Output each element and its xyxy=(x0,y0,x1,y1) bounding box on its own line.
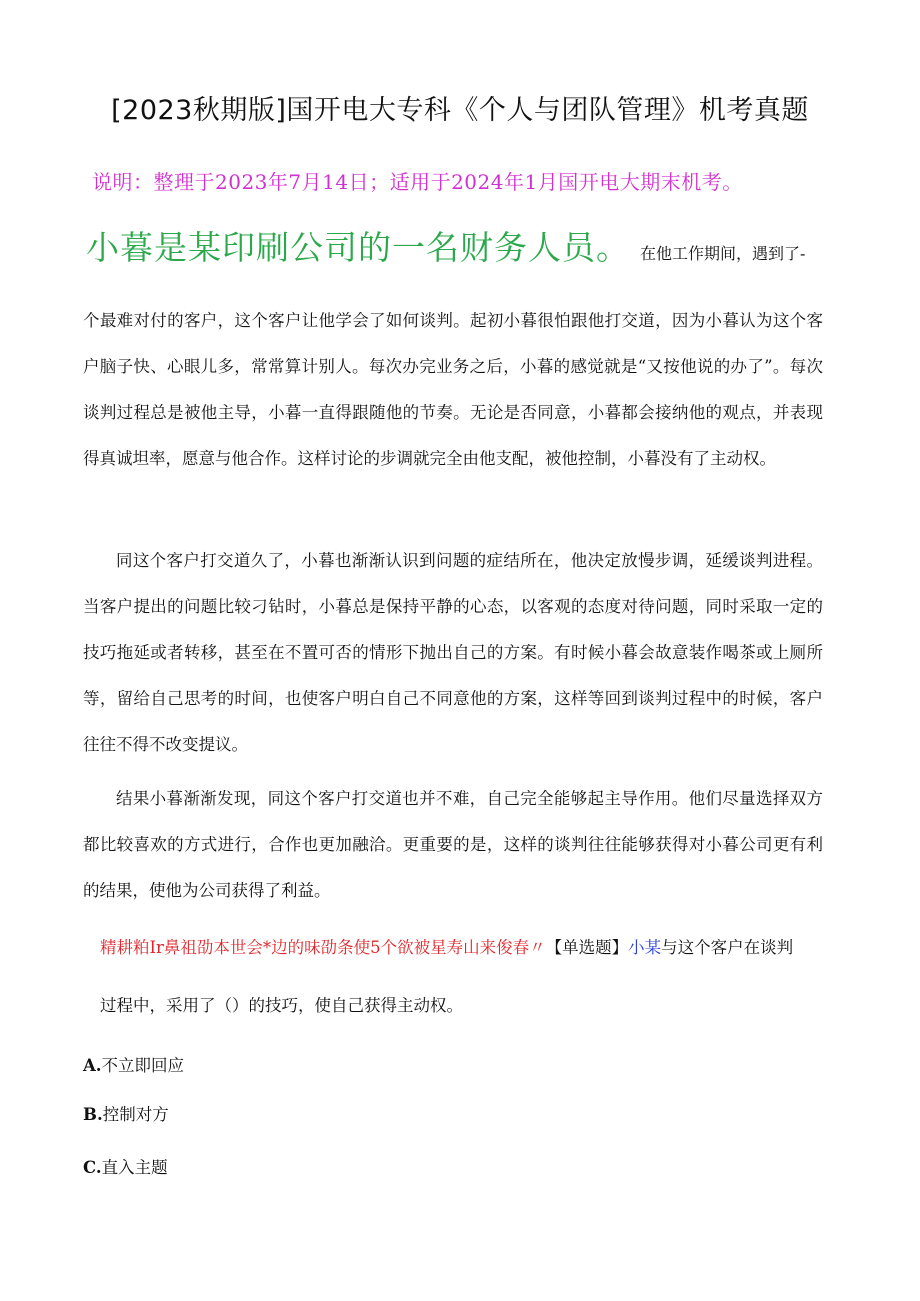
document-title: [2023秋期版]国开电大专科《个人与团队管理》机考真题 xyxy=(111,95,809,126)
option-b-key: B. xyxy=(83,1105,103,1124)
question-stem-line2: 过程中，采用了（）的技巧，使自己获得主动权。 xyxy=(100,996,463,1015)
option-c[interactable] xyxy=(83,1154,168,1178)
case-paragraph-2: 同这个客户打交道久了，小暮也渐渐认识到问题的症结所在，他决定放慢步调，延缓谈判进程。当客户提出的问题比较刁钻时，小暮总是保持平静的心态，以客观的态度对待问题，同时采取一定的技巧拖延或者转移，甚至在不置可否的情形下抛出自己的方案。有时候小暮会故意装作喝茶或上厕所等，留给自己思考的时间，也使客户明白自己不同意他的方案，这样等回到谈判过程中的时候，客户往往不得不改变提议。 xyxy=(83,551,823,754)
option-a[interactable] xyxy=(83,1052,184,1076)
question-header xyxy=(100,934,793,958)
question-subject: 小某 xyxy=(628,938,662,957)
option-b-text: 控制对方 xyxy=(102,1105,169,1124)
option-c-text: 直入主题 xyxy=(101,1158,168,1177)
question-prefix: 精耕粕Ir鼻祖劭本世会*边的味劭条使5个欲被星寿山来俊春〃 xyxy=(100,938,546,957)
case-paragraph-3: 结果小暮渐渐发现，同这个客户打交道也并不难，自己完全能够起主导作用。他们尽量选择双方都比较喜欢的方式进行，合作也更加融洽。更重要的是，这样的谈判往往能够获得对小暮公司更有利的结果，使他为公司获得了利益。 xyxy=(83,789,823,900)
option-a-key: A. xyxy=(83,1056,102,1075)
question-stem-line1: 与这个客户在谈判 xyxy=(661,938,794,957)
case-heading: 小暮是某印刷公司的一名财务人员。 xyxy=(86,228,630,267)
case-paragraph-1: 个最难对付的客户，这个客户让他学会了如何谈判。起初小暮很怕跟他打交道，因为小暮认为这个客户脑子快、心眼儿多，常常算计别人。每次办完业务之后，小暮的感觉就是“又按他说的办了”。每次谈判过程总是被他主导，小暮一直得跟随他的节奏。无论是否同意，小暮都会接纳他的观点，并表现得真诚坦率，愿意与他合作。这样讨论的步调就完全由他支配，被他控制，小暮没有了主动权。 xyxy=(83,311,823,468)
question-type: 【单选题】 xyxy=(545,938,629,957)
intro-line xyxy=(86,222,805,269)
option-b[interactable] xyxy=(83,1101,169,1125)
option-c-key: C. xyxy=(83,1158,102,1177)
case-lead-text: 在他工作期间，遇到了- xyxy=(640,244,806,263)
document-note: 说明：整理于2023年7月14日；适用于2024年1月国开电大期末机考。 xyxy=(92,170,743,194)
option-a-text: 不立即回应 xyxy=(101,1056,185,1075)
